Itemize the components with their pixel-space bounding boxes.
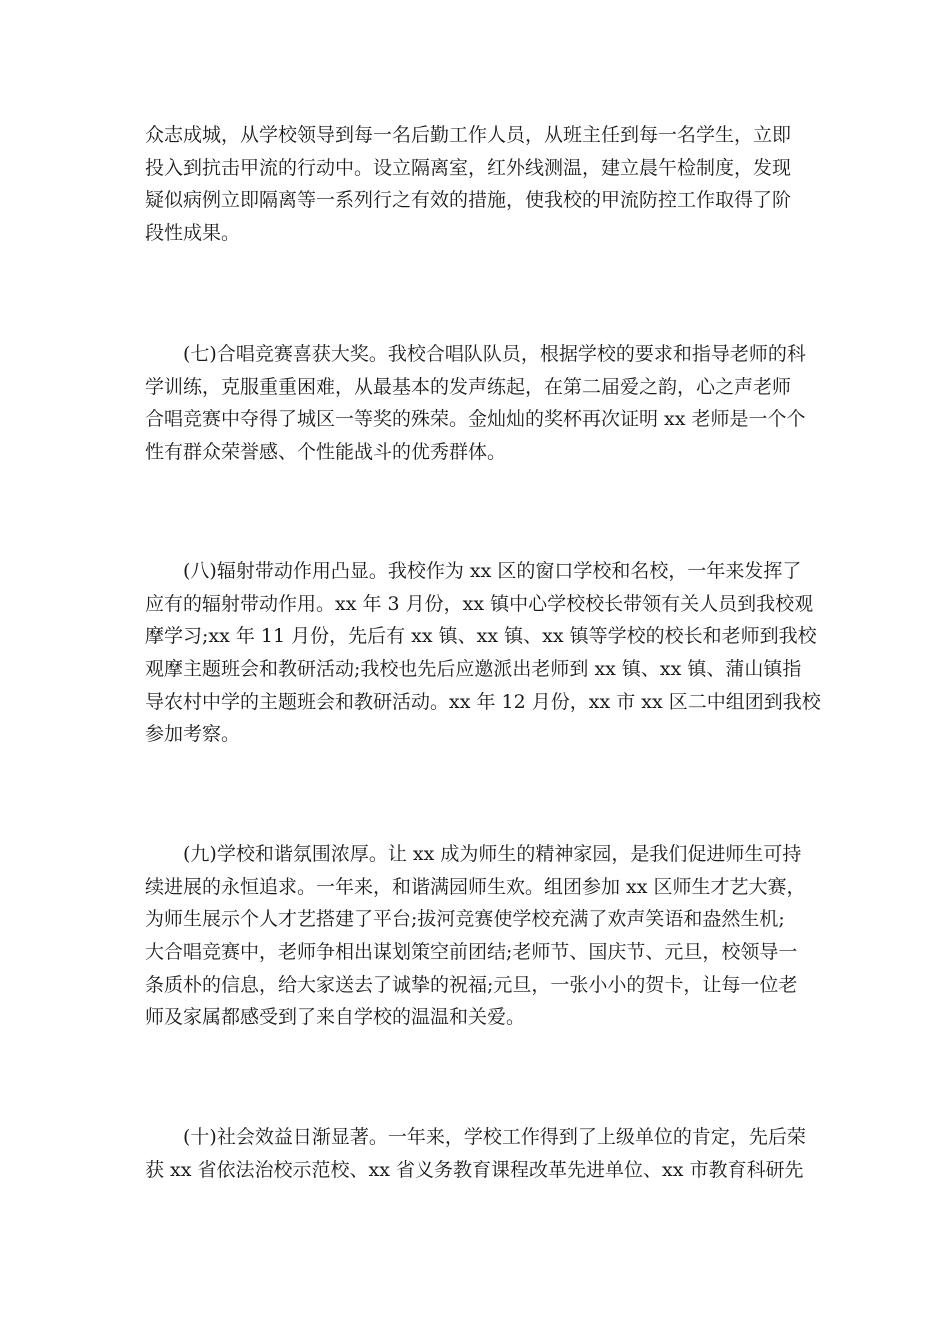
text-line: 观摩主题班会和教研活动;我校也先后应邀派出老师到 xx 镇、xx 镇、蒲山镇指 <box>145 658 802 681</box>
paragraph-choir-award <box>145 338 805 469</box>
text-line: (九)学校和谐氛围浓厚。让 xx 成为师生的精神家园，是我们促进师生可持 <box>145 843 802 865</box>
text-line: 条质朴的信息，给大家送去了诚挚的祝福;元旦，一张小小的贺卡，让每一位老 <box>145 973 798 996</box>
text-line: 学训练，克服重重困难，从最基本的发声练起，在第二届爱之韵，心之声老师 <box>145 375 792 398</box>
text-line: 段性成果。 <box>145 222 241 245</box>
text-line: 续进展的永恒追求。一年来，和谐满园师生欢。组团参加 xx 区师生才艺大赛， <box>145 875 806 898</box>
text-line: 为师生展示个人才艺搭建了平台;拔河竞赛使学校充满了欢声笑语和盎然生机; <box>145 908 785 931</box>
text-line: 投入到抗击甲流的行动中。设立隔离室，红外线测温，建立晨午检制度，发现 <box>145 156 792 179</box>
text-line: 获 xx 省依法治校示范校、xx 省义务教育课程改革先进单位、xx 市教育科研先 <box>145 1158 804 1181</box>
text-line: (十)社会效益日渐显著。一年来，学校工作得到了上级单位的肯定，先后荣 <box>145 1126 806 1148</box>
paragraph-harmony <box>145 838 805 1034</box>
text-line: 性有群众荣誉感、个性能战斗的优秀群体。 <box>145 441 507 464</box>
paragraph-radiation-leadership <box>145 555 821 751</box>
text-line: (八)辐射带动作用凸显。我校作为 xx 区的窗口学校和名校，一年来发挥了 <box>145 560 802 582</box>
text-line: 大合唱竞赛中，老师争相出谋划策空前团结;老师节、国庆节、元旦，校领导一 <box>145 941 798 964</box>
paragraph-social-benefit <box>145 1121 805 1186</box>
text-line: 合唱竞赛中夺得了城区一等奖的殊荣。金灿灿的奖杯再次证明 xx 老师是一个个 <box>145 408 806 431</box>
text-line: 摩学习;xx 年 11 月份，先后有 xx 镇、xx 镇、xx 镇等学校的校长和老师到我校 <box>145 625 817 648</box>
text-line: 导农村中学的主题班会和教研活动。xx 年 12 月份，xx 市 xx 区二中组团到我校 <box>145 690 821 713</box>
text-line: 众志成城，从学校领导到每一名后勤工作人员，从班主任到每一名学生，立即 <box>145 124 792 146</box>
text-line: (七)合唱竞赛喜获大奖。我校合唱队队员，根据学校的要求和指导老师的科 <box>145 343 806 365</box>
text-line: 应有的辐射带动作用。xx 年 3 月份，xx 镇中心学校校长带领有关人员到我校观 <box>145 592 814 615</box>
text-line: 参加考察。 <box>145 723 241 746</box>
paragraph-epidemic-control <box>145 119 805 250</box>
text-line: 师及家属都感受到了来自学校的温温和关爱。 <box>145 1006 526 1029</box>
text-line: 疑似病例立即隔离等一系列行之有效的措施，使我校的甲流防控工作取得了阶 <box>145 189 792 212</box>
